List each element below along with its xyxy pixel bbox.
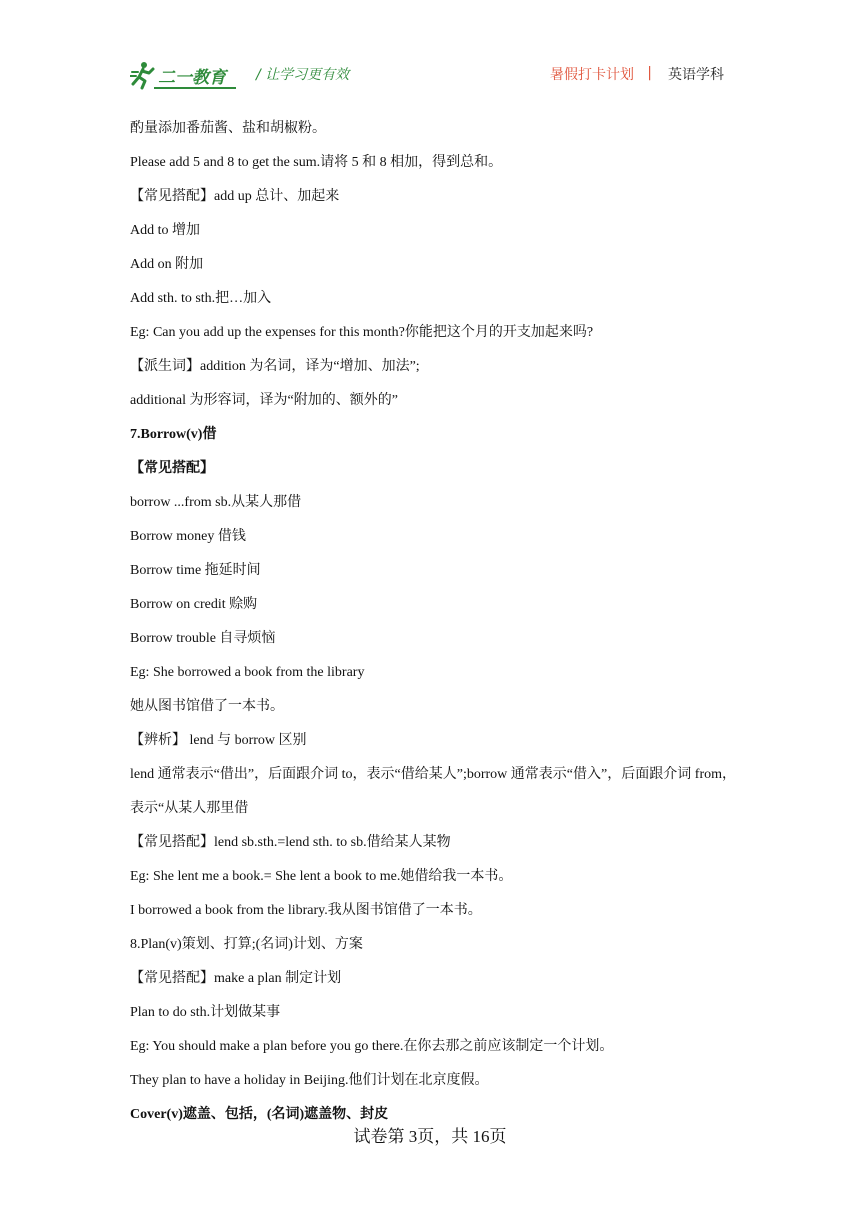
text-line: Add sth. to sth.把…加入: [130, 291, 272, 306]
text-line: Plan to do sth.计划做某事: [130, 1005, 281, 1020]
logo-wordmark: 二一教育: [158, 68, 226, 88]
text-line: 8.Plan(v)策划、打算;(名词)计划、方案: [130, 937, 363, 952]
text-line: 她从图书馆借了一本书。: [130, 699, 284, 714]
text-line: 【常见搭配】: [130, 461, 214, 476]
text-line: Add on 附加: [130, 257, 204, 272]
text-line: additional 为形容词，译为“附加的、额外的”: [130, 393, 398, 408]
document-body: [130, 112, 736, 1132]
text-line: Please add 5 and 8 to get the sum.请将 5 和 8 相加，得到总和。: [130, 155, 503, 170]
text-line: Eg: She lent me a book.= She lent a book to me.她借给我一本书。: [130, 869, 513, 884]
text-line: Add to 增加: [130, 223, 200, 238]
brand-slogan: / 让学习更有效: [256, 67, 350, 83]
header-separator: |: [647, 65, 652, 81]
runner-icon: [130, 62, 153, 88]
text-line: 【常见搭配】lend sb.sth.=lend sth. to sb.借给某人某物: [130, 835, 451, 850]
text-line: They plan to have a holiday in Beijing.他们计划在北京度假。: [130, 1073, 489, 1088]
text-line: lend 通常表示“借出”，后面跟介词 to，表示“借给某人”;borrow 通常表示“借入”，后面跟介词 from，表示“从某人那里借: [130, 767, 736, 816]
text-line: Borrow trouble 自寻烦恼: [130, 631, 276, 646]
subject-label: 英语学科: [668, 67, 724, 83]
text-line: borrow ...from sb.从某人那借: [130, 495, 302, 510]
text-line: I borrowed a book from the library.我从图书馆借了一本书。: [130, 903, 482, 918]
text-line: 【派生词】addition 为名词，译为“增加、加法”;: [130, 359, 420, 374]
text-line: Cover(v)遮盖、包括，(名词)遮盖物、封皮: [130, 1107, 389, 1122]
summer-plan-label: 暑假打卡计划: [550, 67, 634, 83]
text-line: 【辨析】 lend 与 borrow 区别: [130, 733, 307, 748]
text-line: Borrow on credit 赊购: [130, 597, 258, 612]
text-line: 7.Borrow(v)借: [130, 427, 217, 442]
brand-logo: [130, 60, 242, 90]
text-line: 【常见搭配】make a plan 制定计划: [130, 971, 342, 986]
page-header: [130, 56, 730, 96]
text-line: Eg: Can you add up the expenses for this month?你能把这个月的开支加起来吗?: [130, 325, 594, 340]
page-footer: 试卷第 3页，共 16页: [353, 1127, 507, 1146]
text-line: 【常见搭配】add up 总计、加起来: [130, 189, 340, 204]
text-line: Borrow time 拖延时间: [130, 563, 261, 578]
text-line: 酌量添加番茄酱、盐和胡椒粉。: [130, 121, 326, 136]
text-line: Eg: You should make a plan before you go there.在你去那之前应该制定一个计划。: [130, 1039, 614, 1054]
text-line: Eg: She borrowed a book from the library: [130, 665, 365, 680]
text-line: Borrow money 借钱: [130, 529, 246, 544]
